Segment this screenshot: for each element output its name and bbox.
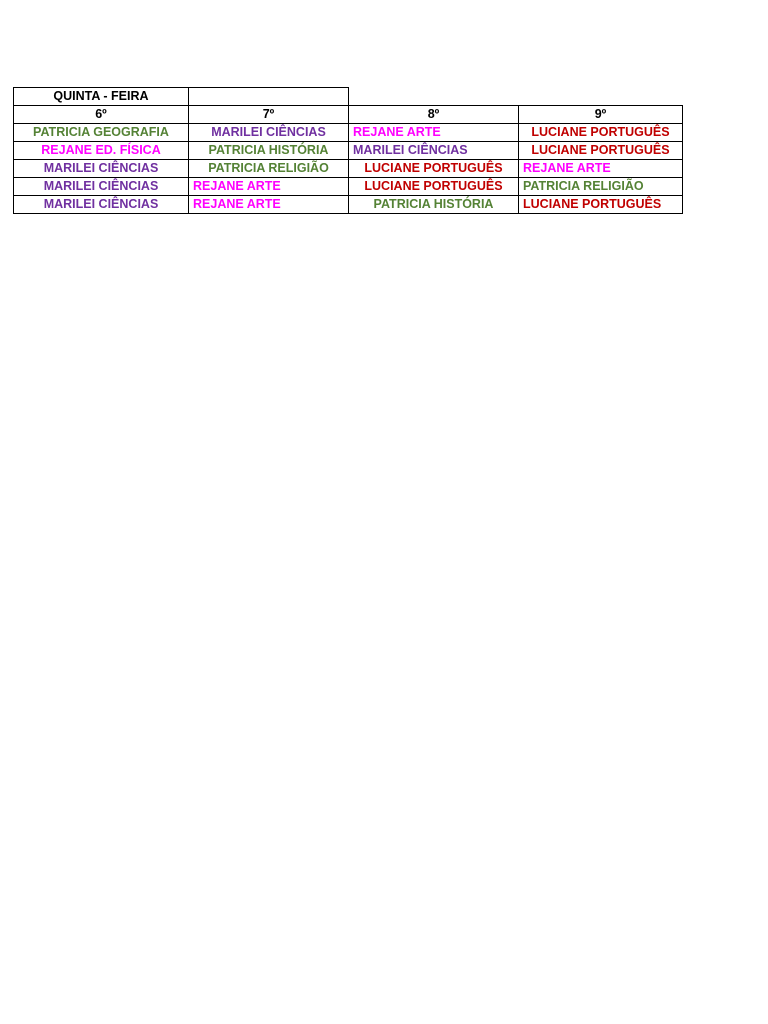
header-row bbox=[14, 106, 683, 124]
blank-cell bbox=[349, 88, 519, 106]
header-grade-6: 6º bbox=[14, 106, 189, 124]
schedule-row-1 bbox=[14, 124, 683, 142]
schedule-row-4 bbox=[14, 178, 683, 196]
schedule-sheet bbox=[13, 87, 682, 214]
lesson-cell: MARILEI CIÊNCIAS bbox=[189, 124, 349, 142]
lesson-cell: PATRICIA HISTÓRIA bbox=[349, 196, 519, 214]
lesson-cell: LUCIANE PORTUGUÊS bbox=[519, 124, 683, 142]
lesson-cell: PATRICIA RELIGIÃO bbox=[189, 160, 349, 178]
title-row bbox=[14, 88, 683, 106]
lesson-cell: MARILEI CIÊNCIAS bbox=[14, 196, 189, 214]
lesson-cell: REJANE ARTE bbox=[189, 178, 349, 196]
header-grade-9: 9º bbox=[519, 106, 683, 124]
header-grade-7: 7º bbox=[189, 106, 349, 124]
lesson-cell: PATRICIA RELIGIÃO bbox=[519, 178, 683, 196]
lesson-cell: MARILEI CIÊNCIAS bbox=[14, 178, 189, 196]
lesson-cell: LUCIANE PORTUGUÊS bbox=[349, 178, 519, 196]
lesson-cell: LUCIANE PORTUGUÊS bbox=[519, 142, 683, 160]
empty-title-cell bbox=[189, 88, 349, 106]
day-title: QUINTA - FEIRA bbox=[14, 88, 189, 106]
lesson-cell: PATRICIA HISTÓRIA bbox=[189, 142, 349, 160]
lesson-cell: MARILEI CIÊNCIAS bbox=[349, 142, 519, 160]
header-grade-8: 8º bbox=[349, 106, 519, 124]
schedule-row-2 bbox=[14, 142, 683, 160]
blank-cell bbox=[519, 88, 683, 106]
lesson-cell: REJANE ED. FÍSICA bbox=[14, 142, 189, 160]
lesson-cell: LUCIANE PORTUGUÊS bbox=[349, 160, 519, 178]
lesson-cell: PATRICIA GEOGRAFIA bbox=[14, 124, 189, 142]
schedule-row-3 bbox=[14, 160, 683, 178]
schedule-row-5 bbox=[14, 196, 683, 214]
lesson-cell: MARILEI CIÊNCIAS bbox=[14, 160, 189, 178]
lesson-cell: REJANE ARTE bbox=[519, 160, 683, 178]
lesson-cell: REJANE ARTE bbox=[349, 124, 519, 142]
lesson-cell: LUCIANE PORTUGUÊS bbox=[519, 196, 683, 214]
lesson-cell: REJANE ARTE bbox=[189, 196, 349, 214]
schedule-table bbox=[13, 87, 683, 214]
